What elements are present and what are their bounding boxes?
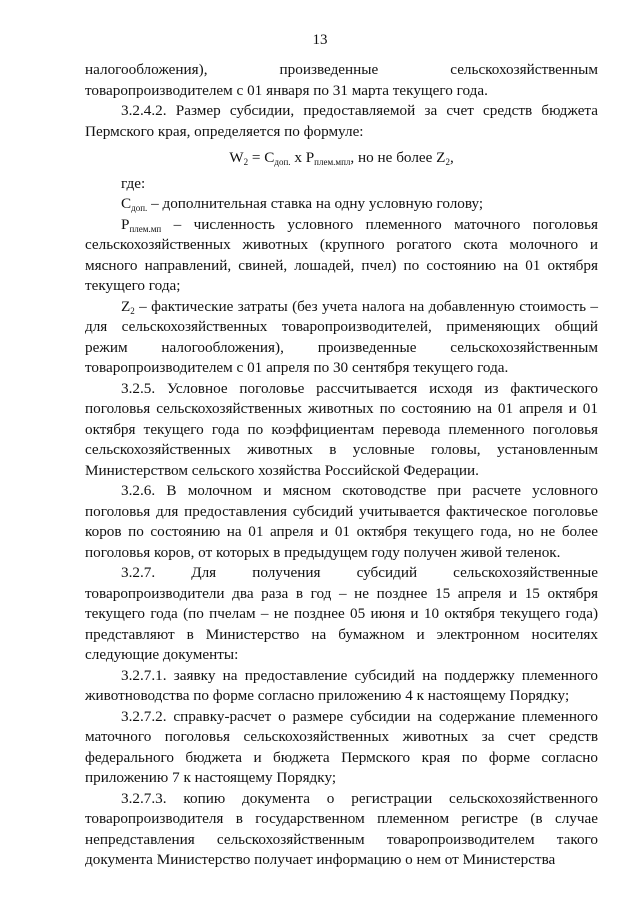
paragraph-3-2-6: 3.2.6. В молочном и мясном скотоводстве при расчете условного поголовья для предоставления субсидий учитывается фактическое поголовье коров по состоянию на 01 апреля и 01 октября текущего года, но не более поголовья коров, от которых в предыдущем году получен живой теленок. bbox=[85, 482, 598, 561]
formula-end: , bbox=[449, 149, 454, 166]
definition-z-symbol: Z bbox=[121, 297, 131, 315]
document-body bbox=[85, 60, 598, 871]
definition-p-symbol: P bbox=[121, 215, 130, 233]
formula-c-subscript: доп. bbox=[274, 157, 291, 167]
formula-p-subscript: плем.мпл bbox=[314, 157, 351, 167]
definition-z-text: – фактические затраты (без учета налога на добавленную стоимость – для сельскохозяйственных товаропроизводителей, применяющих общий режим налогообложения), произведенные сельскохозяйственным товаропроизводителем с 01 апреля по 30 сентября текущего года. bbox=[85, 297, 598, 376]
paragraph-3-2-7-1: 3.2.7.1. заявку на предоставление субсидий на поддержку племенного животноводства по форме согласно приложению 4 к настоящему Порядку; bbox=[85, 666, 598, 704]
definition-p-text: – численность условного племенного маточного поголовья сельскохозяйственных животных (крупного рогатого скота молочного и мясного направлений, свиней, лошадей, пчел) по состоянию на 01 октября текущего года; bbox=[85, 215, 598, 294]
definition-z bbox=[85, 297, 598, 379]
formula-z-subscript: 2 bbox=[445, 157, 450, 167]
formula-eq: = C bbox=[248, 149, 275, 166]
page-number: 13 bbox=[312, 32, 328, 48]
definition-c bbox=[85, 194, 598, 215]
formula-mul: x P bbox=[290, 149, 315, 166]
definition-c-text: – дополнительная ставка на одну условную голову; bbox=[147, 195, 484, 212]
definition-p-subscript: плем.мп bbox=[129, 223, 162, 234]
definition-p bbox=[85, 215, 598, 297]
formula-w-subscript: 2 bbox=[243, 157, 249, 167]
paragraph-3-2-7-2: 3.2.7.2. справку-расчет о размере субсидии на содержание племенного маточного поголовья сельскохозяйственных животных за счет средств федерального бюджета и бюджета Пермского края по форме согласно приложению 7 к настоящему Порядку; bbox=[85, 707, 598, 786]
where-label: где: bbox=[121, 174, 146, 192]
paragraph-3-2-7-3: 3.2.7.3. копию документа о регистрации сельскохозяйственного товаропроизводителя в государственном племенном регистре (в случае непредставления сельскохозяйственным товаропроизводителем такого документа Министерство получает информацию о нем от Министерства bbox=[85, 789, 598, 868]
paragraph-continuation: налогообложения), произведенные сельскохозяйственным товаропроизводителем с 01 января по 31 марта текущего года. bbox=[85, 61, 598, 99]
definition-c-symbol: C bbox=[121, 195, 132, 212]
paragraph-3-2-5: 3.2.5. Условное поголовье рассчитывается исходя из фактического поголовья сельскохозяйственных животных по состоянию на 01 апреля и 01 октября текущего года по коэффициентам перевода племенного поголовья сельскохозяйственных животных в условные головы, установленным Министерством сельского хозяйства Российской Федерации. bbox=[85, 379, 598, 479]
formula-w2 bbox=[85, 148, 598, 169]
definition-z-subscript: 2 bbox=[130, 305, 135, 316]
paragraph-3-2-7: 3.2.7. Для получения субсидий сельскохозяйственные товаропроизводители два раза в год – не позднее 15 апреля и 15 октября текущего года (по пчелам – не позднее 05 июня и 10 октября текущего года) представляют в Министерство на бумажном и электронном носителях следующие документы: bbox=[85, 564, 598, 663]
formula-tail: , но не более Z bbox=[350, 149, 446, 166]
paragraph-3-2-4-2: 3.2.4.2. Размер субсидии, предоставляемой за счет средств бюджета Пермского края, определяется по формуле: bbox=[85, 102, 598, 140]
definition-c-subscript: доп. bbox=[131, 203, 148, 213]
formula-w: W bbox=[229, 149, 244, 166]
